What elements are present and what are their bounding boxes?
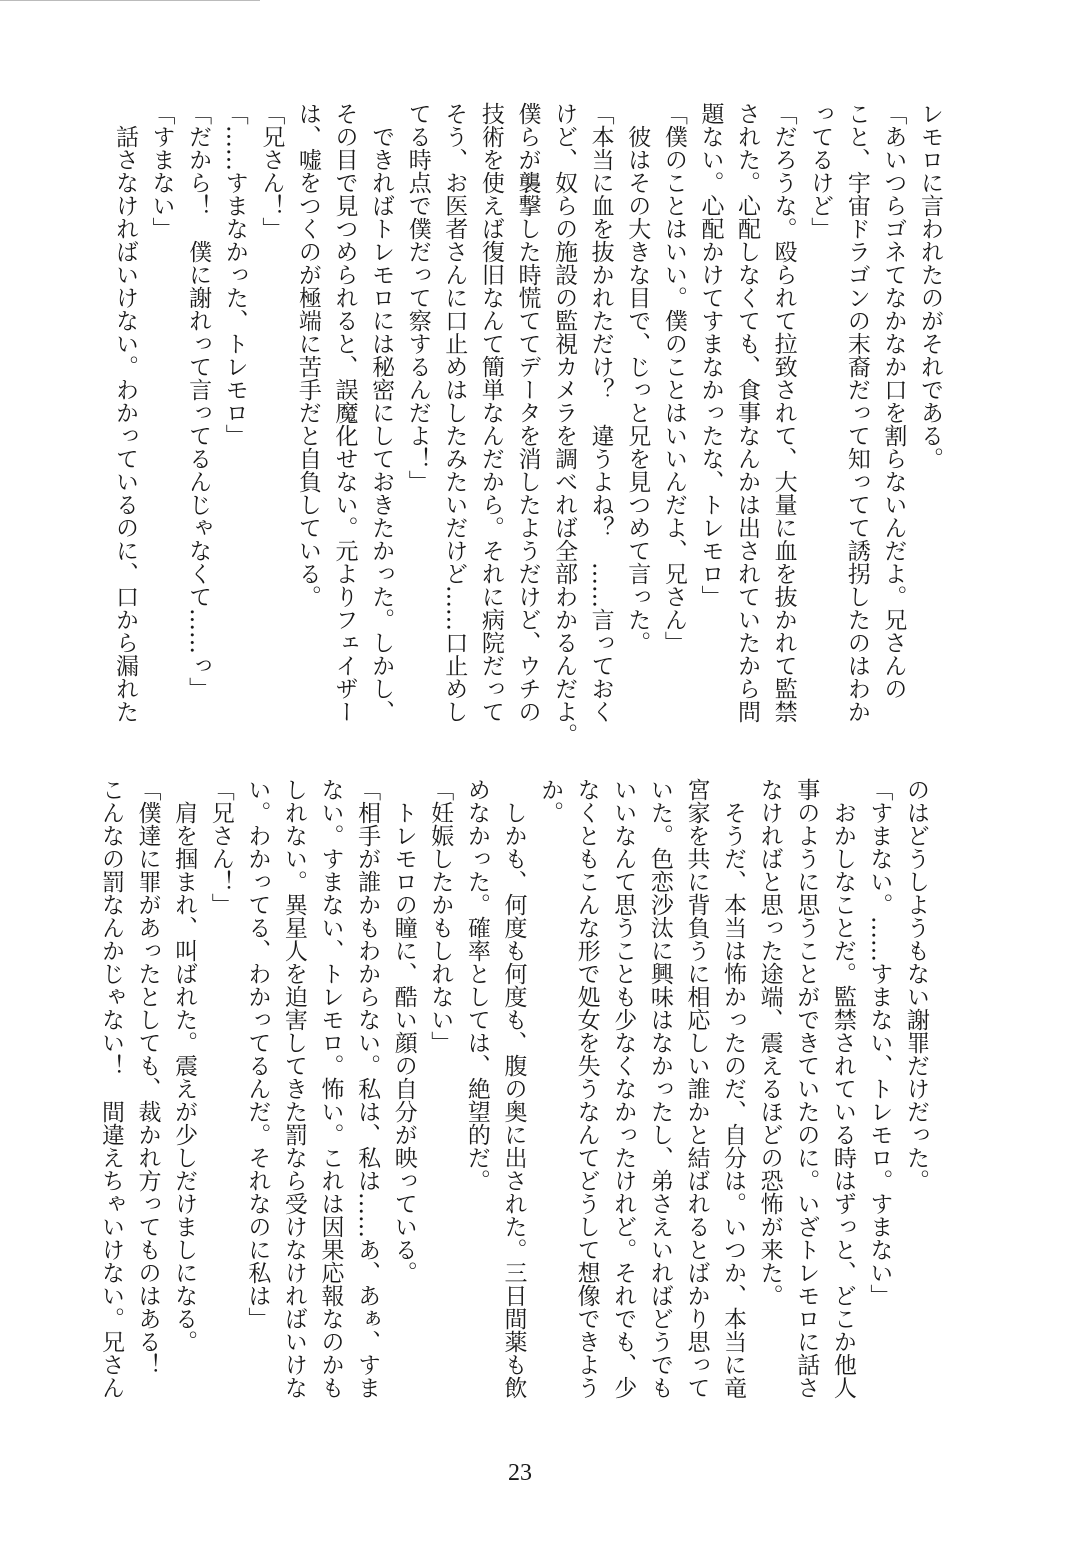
text-column: 宮家を共に背負うに相応しい誰かと結ばれるとばかり思って <box>683 778 710 1399</box>
text-column: 僕らが襲撃した時慌ててデータを消したようだけど、ウチの <box>514 102 541 723</box>
text-column: 「相手が誰かもわからない。私は、私は……あ、あぁ、すま <box>354 778 381 1399</box>
text-column: てる時点で僕だって察するんだよ！」 <box>404 102 431 493</box>
text-column: 「兄さん！」 <box>207 778 234 916</box>
text-column: は、嘘をつくのが極端に苦手だと自負している。 <box>294 102 321 608</box>
scan-edge-line <box>0 0 260 1</box>
text-column: 肩を掴まれ、叫ばれた。震えが少しだけましになる。 <box>171 778 198 1353</box>
text-column: 「すまない」 <box>148 102 175 240</box>
text-column: なくともこんな形で処女を失うなんてどうして想像できよう <box>573 778 600 1399</box>
text-column: いた。色恋沙汰に興味はなかったし、弟さえいればどうでも <box>646 778 673 1399</box>
text-column: 「……すまなかった、トレモロ」 <box>221 102 248 447</box>
text-column: 「本当に血を抜かれただけ？ 違うよね？ ……言っておく <box>587 102 614 723</box>
page-number: 23 <box>508 1460 532 1486</box>
text-column: しかも、何度も何度も、腹の奥に出された。三日間薬も飲 <box>500 778 527 1399</box>
text-column: ってるけど」 <box>807 102 834 240</box>
text-column: か。 <box>537 778 564 824</box>
text-column: できればトレモロには秘密にしておきたかった。しかし、 <box>368 102 395 723</box>
text-column: 「だから！ 僕に謝れって言ってるんじゃなくて……っ」 <box>185 102 212 700</box>
text-column: けど、奴らの施設の監視カメラを調べれば全部わかるんだよ。 <box>551 102 578 746</box>
text-column: い。わかってる、わかってるんだ。それなのに私は」 <box>244 778 271 1330</box>
text-column: いいなんて思うことも少なくなかったけれど。それでも、少 <box>610 778 637 1399</box>
text-column: 「あいつらゴネてなかなか口を割らないんだよ。兄さんの <box>880 102 907 700</box>
text-column: 「だろうな。殴られて拉致されて、大量に血を抜かれて監禁 <box>770 102 797 723</box>
text-column: 技術を使えば復旧なんて簡単なんだから。それに病院だって <box>477 102 504 723</box>
text-column: その目で見つめられると、誤魔化せない。元よりフェイザー <box>331 102 358 723</box>
text-column: おかしなことだ。監禁されている時はずっと、どこか他人 <box>829 778 856 1399</box>
text-column: 「僕のことはいい。僕のことはいいんだよ、兄さん」 <box>660 102 687 654</box>
text-column: 「すまない。……すまない、トレモロ。すまない」 <box>866 778 893 1307</box>
text-column: 「僕達に罪があったとしても、裁かれ方ってものはある！ <box>134 778 161 1376</box>
text-column: レモロに言われたのがそれである。 <box>917 102 943 470</box>
text-column: 「妊娠したかもしれない」 <box>427 778 454 1054</box>
text-column: 彼はその大きな目で、じっと兄を見つめて言った。 <box>624 102 651 654</box>
text-column: トレモロの瞳に、酷い顔の自分が映っている。 <box>390 778 417 1284</box>
text-block-bottom <box>92 778 934 1399</box>
text-column: された。心配しなくても、食事なんかは出されていたから問 <box>734 102 761 723</box>
text-column: 話さなければいけない。わかっているのに、口から漏れた <box>111 102 138 723</box>
text-column: のはどうしようもない謝罪だけだった。 <box>903 778 929 1192</box>
text-column: そうだ、本当は怖かったのだ、自分は。いつか、本当に竜 <box>720 778 747 1399</box>
text-column: ない。すまない、トレモロ。怖い。これは因果応報なのかも <box>317 778 344 1399</box>
text-column: こと、宇宙ドラゴンの末裔だって知ってて誘拐したのはわか <box>843 102 870 723</box>
text-block-top <box>106 102 948 746</box>
text-column: めなかった。確率としては、絶望的だ。 <box>463 778 490 1192</box>
text-column: なければと思った途端、震えるほどの恐怖が来た。 <box>756 778 783 1307</box>
text-column: こんなの罰なんかじゃない！ 間違えちゃいけない。兄さん <box>97 778 124 1399</box>
text-column: そう、お医者さんに口止めはしたみたいだけど……口止めし <box>441 102 468 723</box>
text-column: 題ない。心配かけてすまなかったな、トレモロ」 <box>697 102 724 608</box>
text-column: しれない。異星人を迫害してきた罰なら受けなければいけな <box>280 778 307 1399</box>
text-column: 「兄さん！」 <box>258 102 285 240</box>
text-column: 事のように思うことができていたのに。いざトレモロに話さ <box>793 778 820 1399</box>
